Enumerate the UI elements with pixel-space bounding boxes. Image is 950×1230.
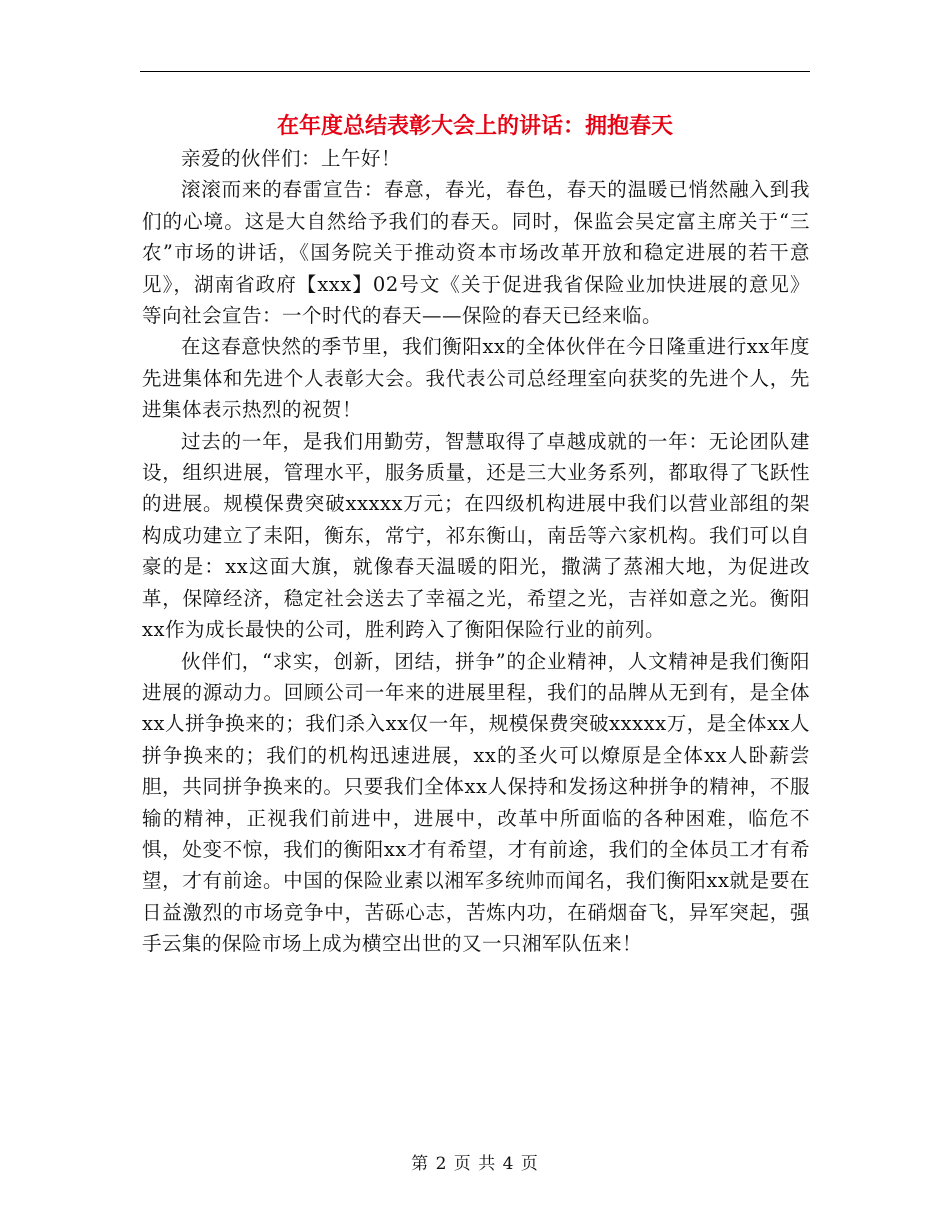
page-footer: 第 2 页 共 4 页 bbox=[411, 1154, 539, 1174]
paragraph-achievements: 过去的一年，是我们用勤劳，智慧取得了卓越成就的一年：无论团队建设，组织进展，管理水平，服务质量，还是三大业务系列，都取得了飞跃性的进展。规模保费突破xxxxx万元；在四级机构进展中我们以营业部组的架构成功建立了耒阳，衡东，常宁，祁东衡山，南岳等六家机构。我们可以自豪的是：xx这面大旗，就像春天温暖的阳光，撒满了蒸湘大地，为促进改革，保障经济，稳定社会送去了幸福之光，希望之光，吉祥如意之光。衡阳xx作为成长最快的公司，胜利跨入了衡阳保险行业的前列。 bbox=[142, 429, 810, 642]
paragraph-spirit: 伙伴们，“求实，创新，团结，拼争”的企业精神，人文精神是我们衡阳进展的源动力。回顾公司一年来的进展里程，我们的品牌从无到有，是全体xx人拼争换来的；我们杀入xx仅一年，规模保费突破xxxxx万，是全体xx人拼争换来的；我们的机构迅速进展，xx的圣火可以燎原是全体xx人卧薪尝胆，共同拼争换来的。只要我们全体xx人保持和发扬这种拼争的精神，不服输的精神，正视我们前进中，进展中，改革中所面临的各种困难，临危不惧，处变不惊，我们的衡阳xx才有希望，才有前途，我们的全体员工才有希望，才有前途。中国的保险业素以湘军多统帅而闻名，我们衡阳xx就是要在日益激烈的市场竞争中，苦砾心志，苦炼内功，在硝烟奋飞，异军突起，强手云集的保险市场上成为横空出世的又一只湘军队伍来！ bbox=[142, 649, 810, 956]
paragraph-ceremony: 在这春意快然的季节里，我们衡阳xx的全体伙伴在今日隆重进行xx年度先进集体和先进个人表彰大会。我代表公司总经理室向获奖的先进个人，先进集体表示热烈的祝贺！ bbox=[142, 335, 810, 422]
document-body bbox=[142, 143, 810, 960]
paragraph-greeting: 亲爱的伙伴们：上午好！ bbox=[181, 147, 402, 170]
paragraph-spring: 滚滚而来的春雷宣告：春意，春光，春色，春天的温暖已悄然融入到我们的心境。这是大自然给予我们的春天。同时，保监会吴定富主席关于“三农”市场的讲话，《国务院关于推动资本市场改革开放和稳定进展的若干意见》，湖南省政府【xxx】02号文《关于促进我省保险业加快进展的意见》等向社会宣告：一个时代的春天——保险的春天已经来临。 bbox=[142, 178, 810, 328]
document-title: 在年度总结表彰大会上的讲话：拥抱春天 bbox=[276, 113, 673, 139]
header-rule bbox=[140, 71, 810, 72]
